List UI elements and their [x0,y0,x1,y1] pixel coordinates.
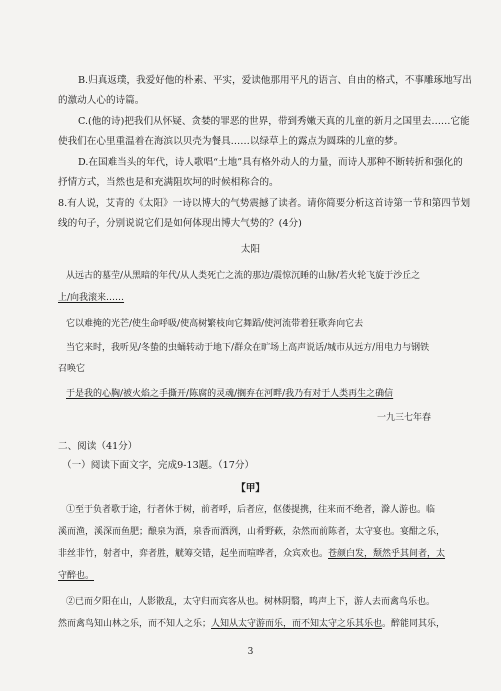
poem-stanza-3-line-1: 当它来时，我听见/冬蛰的虫蛹转动于地下/群众在旷场上高声说话/城市从远方/用电力与钢铁 [66,343,430,353]
option-b-line-1: B.归真返璞，我爱好他的朴素、平实，爱读他那用平凡的语言、自由的格式，不事雕琢地写出 [78,75,472,86]
poem-stanza-4: 于是我的心胸/被火焰之手撕开/陈腐的灵魂/搁弃在河畔/我乃有对于人类再生之确信 [66,389,394,399]
poem-title: 太阳 [240,244,261,255]
question-8-line-2: 线的句子，分别说说它们是如何体现出博大气势的？(4分) [58,218,302,229]
option-c-line-2: 使我们在心里重温着在海滨以贝壳为餐具……以绿草上的露点为圆珠的儿童的梦。 [58,136,404,147]
passage-2-line-2 [58,618,445,630]
poem-stanza-1-line-1: 从远古的墓茔/从黑暗的年代/从人类死亡之流的那边/震惊沉睡的山脉/若火轮飞旋于沙丘之 [66,271,421,281]
passage-1-line-3 [58,548,445,560]
poem-stanza-3-line-2: 召唤它 [58,364,86,374]
passage-jia-label: 【甲】 [236,483,265,494]
poem-stanza-2: 它以难掩的光芒/使生命呼吸/使高树繁枝向它舞蹈/使河流带着狂歌奔向它去 [66,319,364,329]
question-8-line-1: 8.有人说，艾青的《太阳》一诗以博大的气势震撼了读者。请你简要分析这首诗第一节和第四节划 [58,198,471,209]
poem-stanza-1-line-2: 上/向我滚来…… [58,293,125,303]
option-d-line-2: 抒情方式，当然也是和充满阻坎坷的时候相称合的。 [58,177,279,188]
option-d-line-1: D.在国难当头的年代，诗人歌唱“土地”具有格外动人的力量，而诗人那种不断转折和强化的 [78,157,463,168]
passage-1-line-2: 溪而渔，溪深而鱼肥；酿泉为酒，泉香而酒洌，山肴野蔌，杂然而前陈者，太守宴也。宴酣之乐， [58,527,446,537]
passage-1-line-1: ①至于负者歌于途，行者休于树，前者呼，后者应，伛偻提携，往来而不绝者，滁人游也。临 [66,505,436,515]
page-number: 3 [247,647,254,657]
passage-2-line-2-text-b: 。醉能同其乐， [382,619,446,629]
poem-date: 一九三七年春 [376,413,431,423]
passage-2-line-1: ②已而夕阳在山，人影散乱，太守归而宾客从也。树林阴翳，鸣声上下，游人去而禽鸟乐也。 [66,597,436,607]
option-b-line-2: 的激动人心的诗篇。 [58,95,145,106]
section-2-heading: 二、阅读（41分） [58,441,138,452]
passage-1-line-3-underlined: 苍颜白发，颓然乎其间者，太 [328,549,446,559]
passage-1-line-3-text: 非丝非竹，射者中，弈者胜，觥筹交错，起坐而喧哗者，众宾欢也。 [58,549,329,559]
part-1-instructions: （一）阅读下面文字，完成9-13题。（17分） [62,460,255,471]
passage-2-line-2-text-a: 然而禽鸟知山林之乐，而不知人之乐； [58,619,212,629]
passage-2-line-2-underlined: 人知从太守游而乐，而不知太守之乐其乐也 [211,619,383,629]
option-c-line-1: C.(他的诗)把我们从怀疑、贪婪的罪恶的世界，带到秀嫩天真的儿童的新月之国里去……它能 [78,116,470,127]
passage-1-line-4: 守醉也。 [58,571,95,581]
